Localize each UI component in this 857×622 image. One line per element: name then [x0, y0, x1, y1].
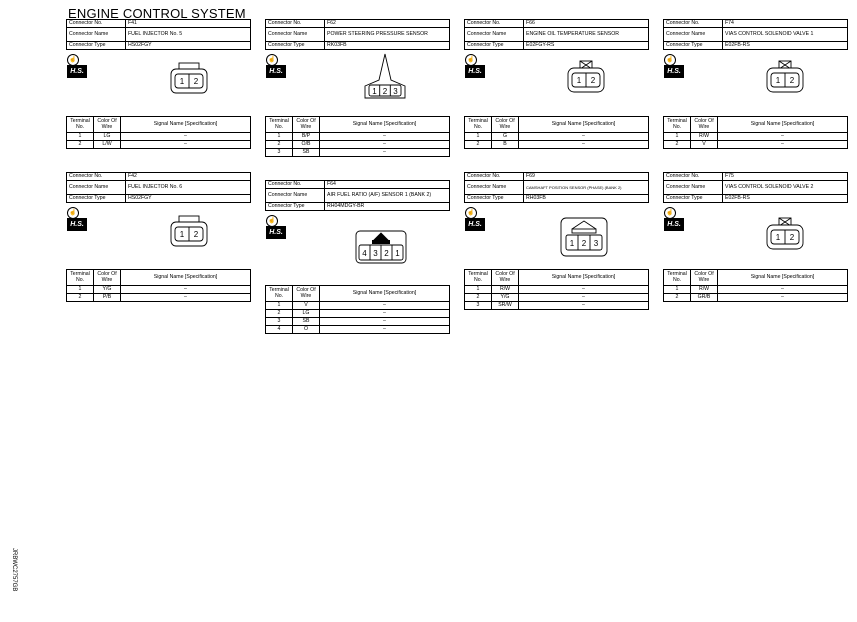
wire-color-header: Color Of Wire	[293, 117, 320, 133]
figure-code-text: JRBWC2757GB	[11, 548, 17, 592]
table-row	[67, 294, 251, 302]
connector-type-label: Connector Type	[67, 195, 126, 203]
wire-color: Y/G	[492, 294, 519, 302]
hs-label: H.S.	[266, 65, 286, 78]
table-row	[266, 141, 450, 149]
signal-name: –	[519, 141, 649, 149]
connector-face-2pin-latch	[566, 60, 606, 94]
connector-no-value: F66	[524, 20, 649, 28]
hand-icon: ☝	[266, 215, 278, 227]
wire-color: GR/B	[691, 294, 718, 302]
wire-color-header: Color Of Wire	[94, 117, 121, 133]
connector-type-label: Connector Type	[465, 195, 524, 203]
wire-color: SB	[293, 318, 320, 326]
terminal-no-header: Terminal No.	[465, 117, 492, 133]
wire-color-header: Color Of Wire	[691, 117, 718, 133]
wire-color: LG	[94, 133, 121, 141]
terminal-no: 2	[266, 310, 293, 318]
hs-badge	[465, 207, 487, 231]
connector-type-value: HS02FGY	[126, 195, 251, 203]
table-row	[67, 141, 251, 149]
terminal-no: 3	[465, 302, 492, 310]
connector-no-value: F62	[325, 20, 450, 28]
connector-name-value: ENGINE OIL TEMPERATURE SENSOR	[524, 28, 649, 42]
hand-icon: ☝	[664, 207, 676, 219]
terminal-no: 2	[465, 141, 492, 149]
pin-label: 2	[384, 249, 389, 258]
signal-name: –	[121, 133, 251, 141]
terminal-no-header: Terminal No.	[67, 117, 94, 133]
pin-label: 2	[193, 77, 199, 86]
connector-info-table	[464, 172, 649, 203]
signal-name-header: Signal Name [Specification]	[519, 270, 649, 286]
table-row	[67, 286, 251, 294]
connector-type-label: Connector Type	[664, 42, 723, 50]
connector-no-label: Connector No.	[465, 20, 524, 28]
terminal-no-header: Terminal No.	[664, 117, 691, 133]
signal-table	[464, 269, 649, 310]
pin-label: 3	[393, 87, 398, 96]
terminal-no: 1	[67, 286, 94, 294]
connector-type-label: Connector Type	[67, 42, 126, 50]
connector-type-value: E02FGY-RS	[524, 42, 649, 50]
connector-face-2pin	[169, 215, 209, 249]
terminal-no: 2	[67, 141, 94, 149]
wire-color: G	[492, 133, 519, 141]
wire-color: R/W	[492, 286, 519, 294]
connector-type-value: E02FB-RS	[723, 42, 848, 50]
connector-block-f74	[663, 19, 848, 149]
pin-label: 3	[593, 239, 599, 248]
signal-name: –	[519, 294, 649, 302]
terminal-no: 1	[664, 286, 691, 294]
connector-block-f42	[66, 172, 251, 302]
signal-name: –	[320, 149, 450, 157]
signal-name-header: Signal Name [Specification]	[320, 117, 450, 133]
terminal-no-header: Terminal No.	[465, 270, 492, 286]
signal-table	[265, 285, 450, 334]
hs-badge	[664, 207, 686, 231]
connector-diagram	[265, 50, 450, 116]
signal-name: –	[320, 326, 450, 334]
connector-face-3pin-triangle	[361, 52, 409, 102]
wire-color: LG	[293, 310, 320, 318]
pin-label: 1	[576, 76, 582, 85]
hs-badge	[465, 54, 487, 78]
connector-no-value: F69	[524, 173, 649, 181]
pin-label: 3	[373, 249, 378, 258]
connector-type-value: RH04MDGY-BR	[325, 203, 450, 211]
connector-type-label: Connector Type	[465, 42, 524, 50]
hand-icon: ☝	[664, 54, 676, 66]
wire-color: P/B	[94, 294, 121, 302]
terminal-no: 1	[67, 133, 94, 141]
hand-icon: ☝	[465, 207, 477, 219]
connector-name-value: POWER STEERING PRESSURE SENSOR	[325, 28, 450, 42]
connector-face-2pin	[169, 62, 209, 96]
connector-type-value: E02FB-RS	[723, 195, 848, 203]
wire-color: O	[293, 326, 320, 334]
terminal-no: 3	[266, 318, 293, 326]
connector-info-table	[66, 172, 251, 203]
pin-label: 2	[193, 230, 199, 239]
pin-label: 2	[382, 87, 388, 96]
connector-block-f64	[265, 180, 450, 334]
wire-color: B/P	[293, 133, 320, 141]
connector-block-f41	[66, 19, 251, 149]
signal-name: –	[519, 286, 649, 294]
connector-info-table	[265, 180, 450, 211]
pin-label: 2	[789, 233, 795, 242]
terminal-no: 1	[465, 286, 492, 294]
wire-color: R/W	[691, 286, 718, 294]
signal-table	[66, 116, 251, 149]
signal-name: –	[718, 141, 848, 149]
connector-name-label: Connector Name	[465, 28, 524, 42]
connector-name-value: AIR FUEL RATIO (A/F) SENSOR 1 (BANK 2)	[325, 189, 450, 203]
table-row	[465, 294, 649, 302]
terminal-no: 2	[266, 141, 293, 149]
wire-color-header: Color Of Wire	[293, 286, 320, 302]
wire-color-header: Color Of Wire	[492, 270, 519, 286]
terminal-no: 1	[465, 133, 492, 141]
signal-name: –	[320, 133, 450, 141]
table-row	[465, 286, 649, 294]
signal-table	[66, 269, 251, 302]
connector-name-label: Connector Name	[67, 181, 126, 195]
table-row	[664, 133, 848, 141]
hs-label: H.S.	[266, 226, 286, 239]
connector-name-value: FUEL INJECTOR No. 6	[126, 181, 251, 195]
wire-color: O/B	[293, 141, 320, 149]
signal-name: –	[121, 141, 251, 149]
wire-color: SR/W	[492, 302, 519, 310]
table-row	[67, 133, 251, 141]
connector-face-2pin-latch	[765, 217, 805, 251]
connector-no-value: F42	[126, 173, 251, 181]
page-title: ENGINE CONTROL SYSTEM	[68, 6, 246, 21]
connector-block-f75	[663, 172, 848, 302]
signal-table	[464, 116, 649, 149]
connector-no-label: Connector No.	[664, 20, 723, 28]
hs-label: H.S.	[664, 218, 684, 231]
terminal-no: 4	[266, 326, 293, 334]
wire-color: L/W	[94, 141, 121, 149]
connector-name-label: Connector Name	[664, 181, 723, 195]
table-row	[664, 286, 848, 294]
hand-icon: ☝	[67, 207, 79, 219]
hs-badge	[664, 54, 686, 78]
signal-name-header: Signal Name [Specification]	[519, 117, 649, 133]
terminal-no: 1	[266, 302, 293, 310]
pin-label: 4	[362, 249, 367, 258]
figure-code	[8, 548, 18, 608]
hs-label: H.S.	[67, 65, 87, 78]
wire-color: SB	[293, 149, 320, 157]
table-row	[465, 133, 649, 141]
pin-label: 2	[581, 239, 587, 248]
pin-label: 1	[569, 239, 575, 248]
pin-label: 1	[179, 230, 185, 239]
signal-name: –	[718, 133, 848, 141]
signal-name: –	[121, 294, 251, 302]
signal-name-header: Signal Name [Specification]	[718, 270, 848, 286]
table-row	[266, 310, 450, 318]
wire-color-header: Color Of Wire	[691, 270, 718, 286]
wire-color-header: Color Of Wire	[94, 270, 121, 286]
terminal-no: 2	[664, 294, 691, 302]
connector-face-2pin-latch	[765, 60, 805, 94]
connector-name-label: Connector Name	[266, 28, 325, 42]
table-row	[664, 294, 848, 302]
signal-name-header: Signal Name [Specification]	[121, 270, 251, 286]
wire-color-header: Color Of Wire	[492, 117, 519, 133]
connector-info-table	[265, 19, 450, 50]
hs-label: H.S.	[664, 65, 684, 78]
connector-diagram	[663, 50, 848, 116]
signal-name: –	[320, 302, 450, 310]
wire-color: V	[293, 302, 320, 310]
signal-table	[265, 116, 450, 157]
terminal-no: 2	[67, 294, 94, 302]
connector-no-label: Connector No.	[67, 20, 126, 28]
terminal-no-header: Terminal No.	[67, 270, 94, 286]
table-row	[266, 318, 450, 326]
connector-type-label: Connector Type	[664, 195, 723, 203]
connector-no-label: Connector No.	[266, 181, 325, 189]
pin-label: 1	[775, 233, 781, 242]
hs-label: H.S.	[465, 218, 485, 231]
connector-type-label: Connector Type	[266, 203, 325, 211]
signal-table	[663, 116, 848, 149]
hs-label: H.S.	[465, 65, 485, 78]
connector-block-f66	[464, 19, 649, 149]
connector-name-label: Connector Name	[67, 28, 126, 42]
connector-block-f69	[464, 172, 649, 310]
table-row	[266, 149, 450, 157]
hs-badge	[67, 54, 89, 78]
connector-info-table	[66, 19, 251, 50]
signal-name: –	[519, 133, 649, 141]
connector-no-value: F75	[723, 173, 848, 181]
connector-type-value: RH03FB	[524, 195, 649, 203]
pin-label: 1	[395, 249, 400, 258]
table-row	[465, 302, 649, 310]
signal-name-header: Signal Name [Specification]	[320, 286, 450, 302]
wire-color: V	[691, 141, 718, 149]
terminal-no-header: Terminal No.	[266, 286, 293, 302]
connector-type-value: HS02FGY	[126, 42, 251, 50]
pin-label: 1	[372, 87, 377, 96]
table-row	[266, 133, 450, 141]
connector-diagram	[66, 50, 251, 116]
signal-name: –	[519, 302, 649, 310]
pin-label: 1	[179, 77, 185, 86]
connector-name-label: Connector Name	[465, 181, 524, 195]
pin-label: 1	[775, 76, 781, 85]
terminal-no: 1	[664, 133, 691, 141]
connector-face-3pin	[558, 215, 610, 259]
hand-icon: ☝	[67, 54, 79, 66]
connector-diagram	[464, 203, 649, 269]
hs-badge	[266, 54, 288, 78]
connector-name-value: CAMSHAFT POSITION SENSOR (PHASE) (BANK 2)	[524, 181, 649, 195]
hs-label: H.S.	[67, 218, 87, 231]
hs-badge	[266, 215, 288, 239]
connector-name-value: FUEL INJECTOR No. 5	[126, 28, 251, 42]
connector-type-label: Connector Type	[266, 42, 325, 50]
signal-name: –	[718, 286, 848, 294]
connector-info-table	[663, 172, 848, 203]
connector-diagram	[265, 211, 450, 277]
wire-color: B	[492, 141, 519, 149]
connector-no-value: F74	[723, 20, 848, 28]
terminal-no: 1	[266, 133, 293, 141]
wire-color: R/W	[691, 133, 718, 141]
connector-no-label: Connector No.	[664, 173, 723, 181]
terminal-no: 2	[465, 294, 492, 302]
connector-no-label: Connector No.	[465, 173, 524, 181]
signal-table	[663, 269, 848, 302]
terminal-no: 2	[664, 141, 691, 149]
connector-block-f62	[265, 19, 450, 157]
hand-icon: ☝	[465, 54, 477, 66]
connector-info-table	[464, 19, 649, 50]
signal-name: –	[320, 141, 450, 149]
connector-name-label: Connector Name	[664, 28, 723, 42]
terminal-no-header: Terminal No.	[664, 270, 691, 286]
connector-diagram	[464, 50, 649, 116]
connector-diagram	[663, 203, 848, 269]
signal-name: –	[320, 318, 450, 326]
signal-name: –	[320, 310, 450, 318]
table-row	[266, 326, 450, 334]
connector-diagram	[66, 203, 251, 269]
connector-name-value: VIAS CONTROL SOLENOID VALVE 2	[723, 181, 848, 195]
connector-no-value: F64	[325, 181, 450, 189]
connector-name-value: VIAS CONTROL SOLENOID VALVE 1	[723, 28, 848, 42]
signal-name: –	[121, 286, 251, 294]
table-row	[664, 141, 848, 149]
signal-name-header: Signal Name [Specification]	[718, 117, 848, 133]
wire-color: Y/G	[94, 286, 121, 294]
pin-label: 2	[789, 76, 795, 85]
connector-no-label: Connector No.	[266, 20, 325, 28]
table-row	[266, 302, 450, 310]
hand-icon: ☝	[266, 54, 278, 66]
connector-no-label: Connector No.	[67, 173, 126, 181]
table-row	[465, 141, 649, 149]
hs-badge	[67, 207, 89, 231]
signal-name: –	[718, 294, 848, 302]
connector-info-table	[663, 19, 848, 50]
terminal-no-header: Terminal No.	[266, 117, 293, 133]
connector-type-value: RK03FB	[325, 42, 450, 50]
signal-name-header: Signal Name [Specification]	[121, 117, 251, 133]
connector-name-label: Connector Name	[266, 189, 325, 203]
terminal-no: 3	[266, 149, 293, 157]
connector-face-4pin	[353, 227, 409, 267]
connector-no-value: F41	[126, 20, 251, 28]
pin-label: 2	[590, 76, 596, 85]
